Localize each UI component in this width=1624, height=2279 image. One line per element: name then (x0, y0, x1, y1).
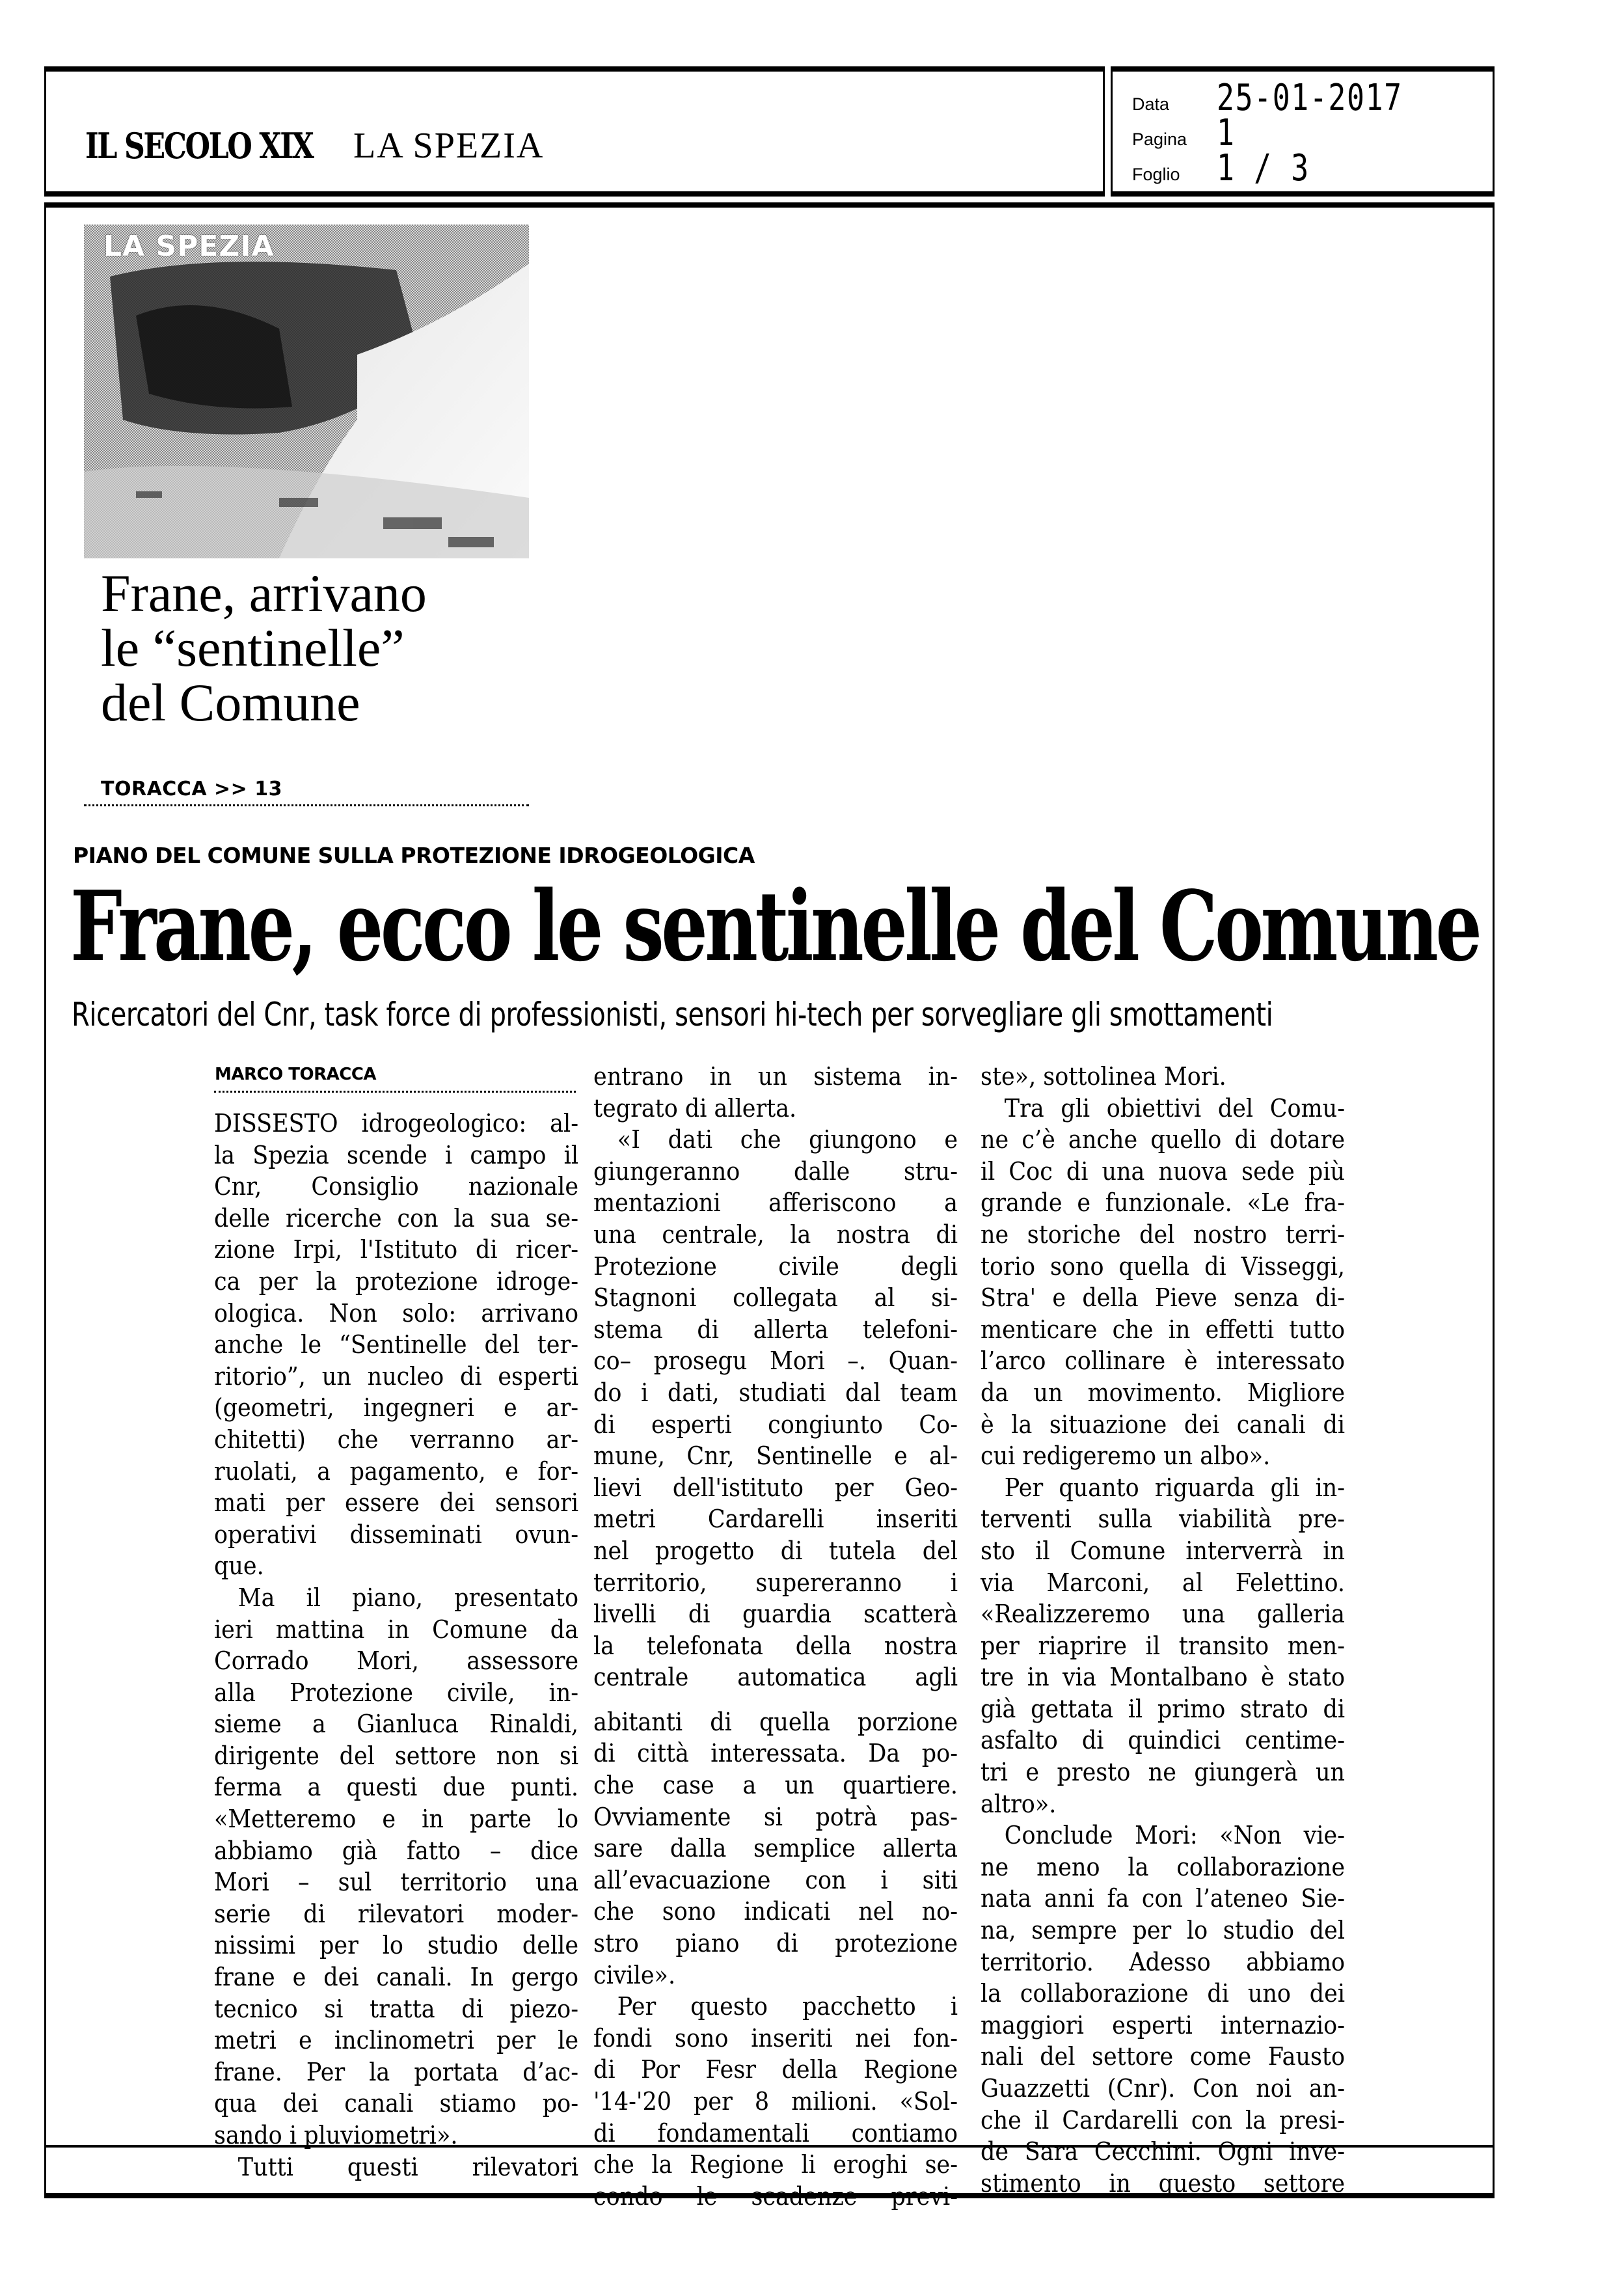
article-text-line: sto il Comune interverrà in (981, 1536, 1346, 1565)
article-text-line: ne meno la collaborazione (981, 1852, 1346, 1881)
article-text-line: livelli di guardia scatterà (593, 1600, 958, 1629)
byline-dotted-rule (214, 1091, 576, 1093)
article-text-line: già gettata il primo strato di (981, 1694, 1346, 1723)
article-text-line: '14-'20 per 8 milioni. «Sol- (593, 2087, 958, 2116)
article-text-line: Guazzetti (Cnr). Con noi an- (981, 2074, 1346, 2103)
article-text-line: che sono indicati nel no- (593, 1897, 958, 1926)
article-text-line: stro piano di protezione (593, 1929, 958, 1958)
article-text-line: è la situazione dei canali di (981, 1410, 1346, 1439)
article-text-line: di città interessata. Da po- (593, 1739, 958, 1768)
article-text-line: DISSESTO idrogeologico: al- (214, 1109, 579, 1138)
article-text-line: Ovviamente si potrà pas- (593, 1802, 958, 1831)
article-text-line: la telefonata della nostra (593, 1631, 958, 1660)
article-text-line: serie di rilevatori moder- (214, 1899, 579, 1928)
article-text-line: (geometri, ingegneri e ar- (214, 1393, 579, 1423)
article-text-line: fondi sono inseriti nei fon- (593, 2023, 958, 2053)
article-byline: MARCO TORACCA (215, 1065, 377, 1084)
article-text-line: per riaprire il transito men- (981, 1631, 1346, 1660)
article-text-line: territorio. Adesso abbiamo (981, 1947, 1346, 1976)
article-column-2 (593, 1061, 958, 2212)
article-text-line: metri Cardarelli inseriti (593, 1505, 958, 1534)
article-text-line: Conclude Mori: «Non vie- (1004, 1821, 1346, 1850)
article-text-line: centrale automatica agli (593, 1663, 958, 1692)
photo-image (84, 225, 529, 558)
teaser-dotted-rule (84, 804, 529, 806)
article-text-line: cui redigeremo un albo». (981, 1441, 1271, 1471)
article-text-line: che il Cardarelli con la presi- (981, 2105, 1346, 2135)
article-text-line: operativi disseminati ovun- (214, 1520, 579, 1549)
teaser-headline-line: del Comune (101, 673, 360, 732)
article-text-line: asfalto di quindici centime- (981, 1726, 1346, 1755)
landslide-photo (84, 225, 529, 558)
article-text-line: stimento in questo settore (981, 2168, 1346, 2198)
article-text-line: il Coc di una nuova sede più (981, 1156, 1346, 1186)
article-text-line: Per questo pacchetto i (617, 1992, 958, 2021)
meta-label: Pagina (1132, 130, 1187, 149)
article-text-line: la collaborazione di uno dei (981, 1979, 1346, 2008)
article-text-line: che case a un quartiere. (593, 1771, 958, 1800)
article-text-line: frane. Per la portata d’ac- (214, 2057, 579, 2086)
article-text-line: nissimi per lo studio delle (214, 1931, 579, 1960)
article-text-line: nata anni fa con l’ateneo Sie- (981, 1884, 1346, 1913)
meta-label: Data (1132, 94, 1170, 114)
article-text-line: mentazioni afferiscono a (593, 1188, 958, 1218)
article-text-line: sare dalla semplice allerta (593, 1834, 958, 1863)
article-text-line: ritorio”, un nucleo di esperti (214, 1361, 579, 1391)
article-text-line: che la Regione li eroghi se- (593, 2150, 958, 2179)
teaser-headline[interactable] (101, 566, 530, 730)
newspaper-name: IL SECOLO XIX (85, 125, 313, 167)
article-text-line: nali del settore come Fausto (981, 2042, 1346, 2071)
article-text-line: stema di allerta telefoni- (593, 1315, 958, 1344)
article-text-line: metri e inclinometri per le (214, 2026, 579, 2055)
article-text-line: mati per essere dei sensori (214, 1488, 579, 1518)
article-text-line: Stagnoni collegata al si- (593, 1283, 958, 1313)
article-text-line: «Metteremo e in parte lo (214, 1805, 579, 1834)
masthead-box (44, 66, 1105, 197)
article-text-line: na, sempre per lo studio del (981, 1916, 1346, 1945)
meta-value: 1 (1217, 112, 1236, 154)
meta-value: 25-01-2017 (1217, 77, 1403, 119)
article-column-3 (981, 1061, 1345, 2199)
article-text-line: ferma a questi due punti. (214, 1773, 579, 1802)
meta-label: Foglio (1132, 165, 1180, 184)
article-text-line: via Marconi, al Felettino. (981, 1568, 1346, 1597)
article-text-line: condo le scadenze previ- (593, 2181, 958, 2211)
article-text-line: ieri mattina in Comune da (214, 1615, 579, 1644)
article-text-line: tre in via Montalbano è stato (981, 1663, 1346, 1692)
article-text-line: lievi dell'istituto per Geo- (593, 1473, 958, 1502)
teaser-headline-line: Frane, arrivano (101, 564, 427, 623)
article-text-line: altro». (981, 1789, 1057, 1818)
article-text-line: ologica. Non solo: arrivano (214, 1298, 579, 1328)
article-text-line: entrano in un sistema in- (593, 1062, 958, 1091)
article-headline: Frane, ecco le sentinelle del Comune (70, 869, 1480, 983)
teaser-page-reference[interactable]: TORACCA >> 13 (101, 778, 282, 800)
teaser-headline-line: le “sentinelle” (101, 618, 405, 677)
publication-meta-box (1111, 66, 1495, 197)
article-text-line: giungeranno dalle stru- (593, 1156, 958, 1186)
article-subtitle: Ricercatori del Cnr, task force di professionisti, sensori hi-tech per sorvegliare gli smottamenti (72, 996, 1273, 1033)
article-kicker: PIANO DEL COMUNE SULLA PROTEZIONE IDROGEOLOGICA (73, 843, 755, 868)
article-text-line: alla Protezione civile, in- (214, 1678, 579, 1707)
article-text-line: di esperti congiunto Co- (593, 1410, 958, 1439)
article-text-line: da un movimento. Migliore (981, 1378, 1346, 1407)
article-text-line: mune, Cnr, Sentinelle e al- (593, 1441, 958, 1471)
article-text-line: dirigente del settore non si (214, 1741, 579, 1770)
article-text-line: territorio, supereranno i (593, 1568, 958, 1597)
article-text-line: abbiamo già fatto – dice (214, 1836, 579, 1865)
article-text-line: ne storiche del nostro terri- (981, 1220, 1346, 1249)
article-text-line: Cnr, Consiglio nazionale (214, 1172, 579, 1201)
article-text-line: co– prosegu Mori –. Quan- (593, 1346, 958, 1376)
article-text-line: Stra' e della Pieve senza di- (981, 1283, 1346, 1313)
article-text-line: ca per la protezione idroge- (214, 1266, 579, 1296)
article-text-line: frane e dei canali. In gergo (214, 1963, 579, 1992)
article-text-line: Mori – sul territorio una (214, 1868, 579, 1897)
meta-row-sheet (1132, 147, 1333, 189)
meta-value: 1 / 3 (1217, 147, 1310, 189)
edition-name: LA SPEZIA (353, 126, 545, 166)
article-text-line: «Realizzeremo una galleria (981, 1600, 1346, 1629)
article-text-line: di fondamentali contiamo (593, 2118, 958, 2148)
article-text-line: Protezione civile degli (593, 1251, 958, 1281)
photo-section-label: LA SPEZIA (103, 230, 275, 263)
article-text-line: civile». (593, 1960, 676, 1989)
article-text-line: abitanti di quella porzione (593, 1707, 958, 1736)
article-text-line: Tutti questi rilevatori (237, 2152, 579, 2181)
article-text-line: maggiori esperti internazio- (981, 2010, 1346, 2040)
article-text-line: di Por Fesr della Regione (593, 2055, 958, 2084)
article-text-line: tegrato di allerta. (593, 1093, 797, 1123)
column-gap (593, 1693, 958, 1706)
article-text-line: Ma il piano, presentato (237, 1583, 579, 1612)
article-text-line: de Sara Cecchini. Ogni inve- (981, 2137, 1346, 2166)
article-text-line: qua dei canali stiamo po- (214, 2089, 579, 2118)
article-text-line: nel progetto di tutela del (593, 1536, 958, 1565)
article-text-line: tecnico si tratta di piezo- (214, 1994, 579, 2023)
article-text-line: do i dati, studiati dal team (593, 1378, 958, 1407)
article-text-line: terventi sulla viabilità pre- (981, 1505, 1346, 1534)
article-text-line: la Spezia scende i campo il (214, 1140, 579, 1169)
article-text-line: sieme a Gianluca Rinaldi, (214, 1710, 579, 1739)
article-text-line: «I dati che giungono e (617, 1125, 958, 1154)
article-text-line: menticare che in effetti tutto (981, 1315, 1346, 1344)
article-text-line: ne c’è anche quello di dotare (981, 1125, 1346, 1154)
article-text-line: all’evacuazione con i siti (593, 1865, 958, 1894)
article-text-line: sando i pluviometri». (214, 2121, 458, 2149)
article-column-1 (214, 1108, 578, 2183)
article-text-line: que. (214, 1551, 264, 1581)
article-text-line: Per quanto riguarda gli in- (1004, 1473, 1346, 1502)
article-text-line: anche le “Sentinelle del ter- (214, 1330, 579, 1359)
article-text-line: ruolati, a pagamento, e for- (214, 1456, 579, 1486)
article-text-line: tri e presto ne giungerà un (981, 1758, 1346, 1787)
article-text-line: chitetti) che verranno ar- (214, 1425, 579, 1454)
article-text-line: Tra gli obiettivi del Comu- (1004, 1093, 1346, 1123)
masthead (85, 125, 545, 167)
article-text-line: grande e funzionale. «Le fra- (981, 1188, 1346, 1218)
article-text-line: una centrale, la nostra di (593, 1220, 958, 1249)
article-text-line: Corrado Mori, assessore (214, 1646, 579, 1676)
article-text-line: l’arco collinare è interessato (981, 1346, 1346, 1376)
article-text-line: torio sono quella di Visseggi, (981, 1251, 1346, 1281)
article-text-line: delle ricerche con la sua se- (214, 1203, 579, 1233)
article-text-line: ste», sottolinea Mori. (981, 1062, 1226, 1091)
article-text-line: zione Irpi, l'Istituto di ricer- (214, 1235, 579, 1264)
